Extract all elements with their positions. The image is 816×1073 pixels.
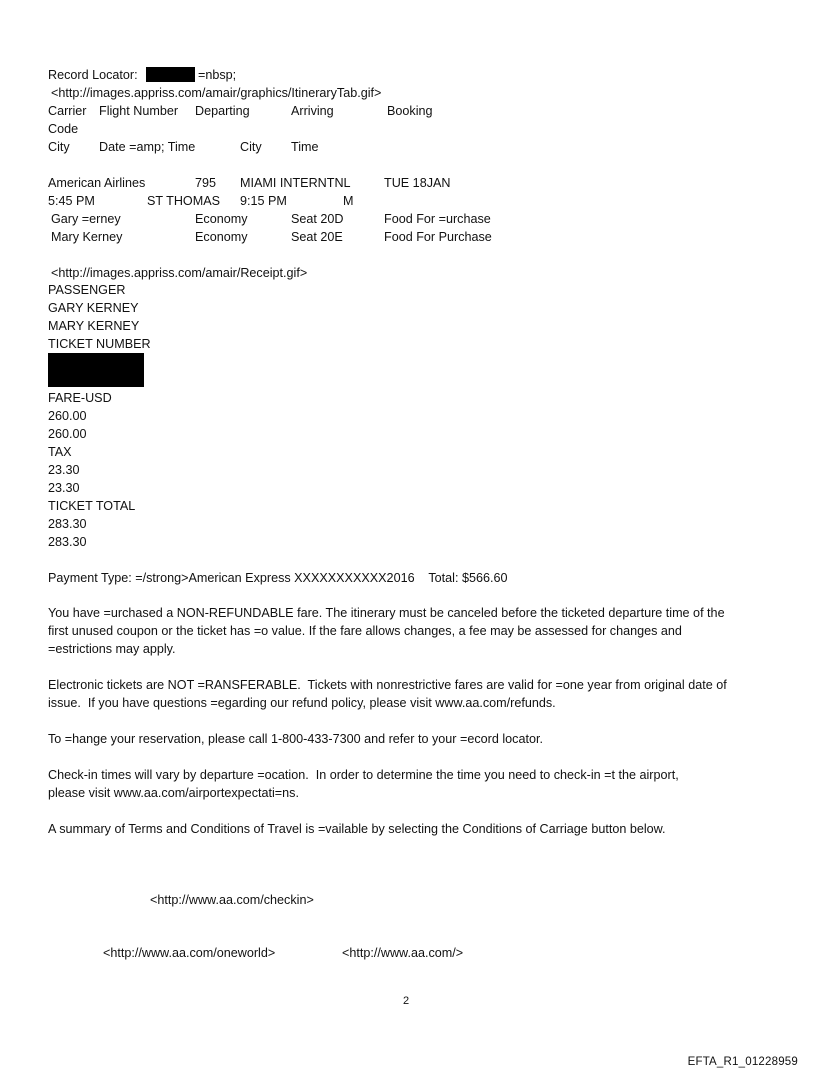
flight-to: ST THOMAS <box>147 194 221 208</box>
oneworld-link[interactable]: <http://www.aa.com/oneworld> <box>103 946 276 960</box>
redaction-block <box>146 67 195 82</box>
pax-cabin: Economy <box>195 230 248 244</box>
header-flight-number: Flight Number <box>99 104 179 118</box>
flight-date: TUE 18JAN <box>384 176 451 190</box>
checkin-paragraph-line: Check-in times will vary by departure =ocation. In order to determine the time you need to check-in =t the airport, <box>48 768 679 782</box>
header-time: Time <box>291 140 319 154</box>
redaction-block <box>48 353 144 387</box>
header-departing: Departing <box>195 104 250 118</box>
header-city-arriving: City <box>240 140 262 154</box>
pax-food: Food For Purchase <box>384 230 492 244</box>
pax-cabin: Economy <box>195 212 248 226</box>
flight-airline: American Airlines <box>48 176 146 190</box>
fare-value: 260.00 <box>48 427 87 441</box>
document-id: EFTA_R1_01228959 <box>687 1056 798 1068</box>
fare-value: 260.00 <box>48 409 87 423</box>
receipt-image-link[interactable]: <http://images.appriss.com/amair/Receipt.gif> <box>51 266 308 280</box>
checkin-paragraph-line: please visit www.aa.com/airportexpectati=ns. <box>48 786 299 800</box>
ticket-number-header: TICKET NUMBER <box>48 337 151 351</box>
transfer-paragraph-line: Electronic tickets are NOT =RANSFERABLE. Tickets with nonrestrictive fares are valid for =one year from original date of <box>48 678 727 692</box>
fare-header: FARE-USD <box>48 391 112 405</box>
header-arriving: Arriving <box>291 104 334 118</box>
header-code: Code <box>48 122 79 136</box>
header-carrier: Carrier <box>48 104 87 118</box>
flight-from: MIAMI INTERNTNL <box>240 176 351 190</box>
checkin-link[interactable]: <http://www.aa.com/checkin> <box>150 893 314 907</box>
pax-name: Mary Kerney <box>51 230 123 244</box>
pax-food: Food For =urchase <box>384 212 491 226</box>
ticket-total-value: 283.30 <box>48 535 87 549</box>
change-reservation-paragraph: To =hange your reservation, please call 1-800-433-7300 and refer to your =ecord locator. <box>48 732 543 746</box>
transfer-paragraph-line: issue. If you have questions =egarding our refund policy, please visit www.aa.com/refunds. <box>48 696 556 710</box>
ticket-total-header: TICKET TOTAL <box>48 499 136 513</box>
pax-seat: Seat 20E <box>291 230 343 244</box>
refund-paragraph-line: You have =urchased a NON-REFUNDABLE fare. The itinerary must be canceled before the ticketed departure time of the <box>48 606 725 620</box>
flight-number: 795 <box>195 176 217 190</box>
ticket-total-value: 283.30 <box>48 517 87 531</box>
aa-home-link[interactable]: <http://www.aa.com/> <box>342 946 464 960</box>
tax-header: TAX <box>48 445 72 459</box>
pax-name: Gary =erney <box>51 212 121 226</box>
passenger-name: GARY KERNEY <box>48 301 139 315</box>
terms-paragraph: A summary of Terms and Conditions of Travel is =vailable by selecting the Conditions of Carriage button below. <box>48 822 666 836</box>
payment-line: Payment Type: =/strong>American Express XXXXXXXXXXX2016 Total: $566.60 <box>48 571 508 585</box>
record-locator-label: Record Locator: <box>48 68 138 82</box>
passenger-name: MARY KERNEY <box>48 319 140 333</box>
tax-value: 23.30 <box>48 463 80 477</box>
refund-paragraph-line: =estrictions may apply. <box>48 642 176 656</box>
record-locator-suffix: =nbsp; <box>198 68 237 82</box>
itinerary-image-link[interactable]: <http://images.appriss.com/amair/graphics/ItineraryTab.gif> <box>51 86 382 100</box>
tax-value: 23.30 <box>48 481 80 495</box>
flight-arrival-time: 9:15 PM <box>240 194 287 208</box>
header-city-departing: City <box>48 140 70 154</box>
passenger-header: PASSENGER <box>48 283 126 297</box>
pax-seat: Seat 20D <box>291 212 344 226</box>
header-date-time: Date =amp; Time <box>99 140 196 154</box>
flight-departure-time: 5:45 PM <box>48 194 95 208</box>
page-number: 2 <box>403 995 410 1007</box>
flight-booking-code: M <box>343 194 354 208</box>
refund-paragraph-line: first unused coupon or the ticket has =o value. If the fare allows changes, a fee may be assessed for changes and <box>48 624 682 638</box>
header-booking: Booking <box>387 104 433 118</box>
